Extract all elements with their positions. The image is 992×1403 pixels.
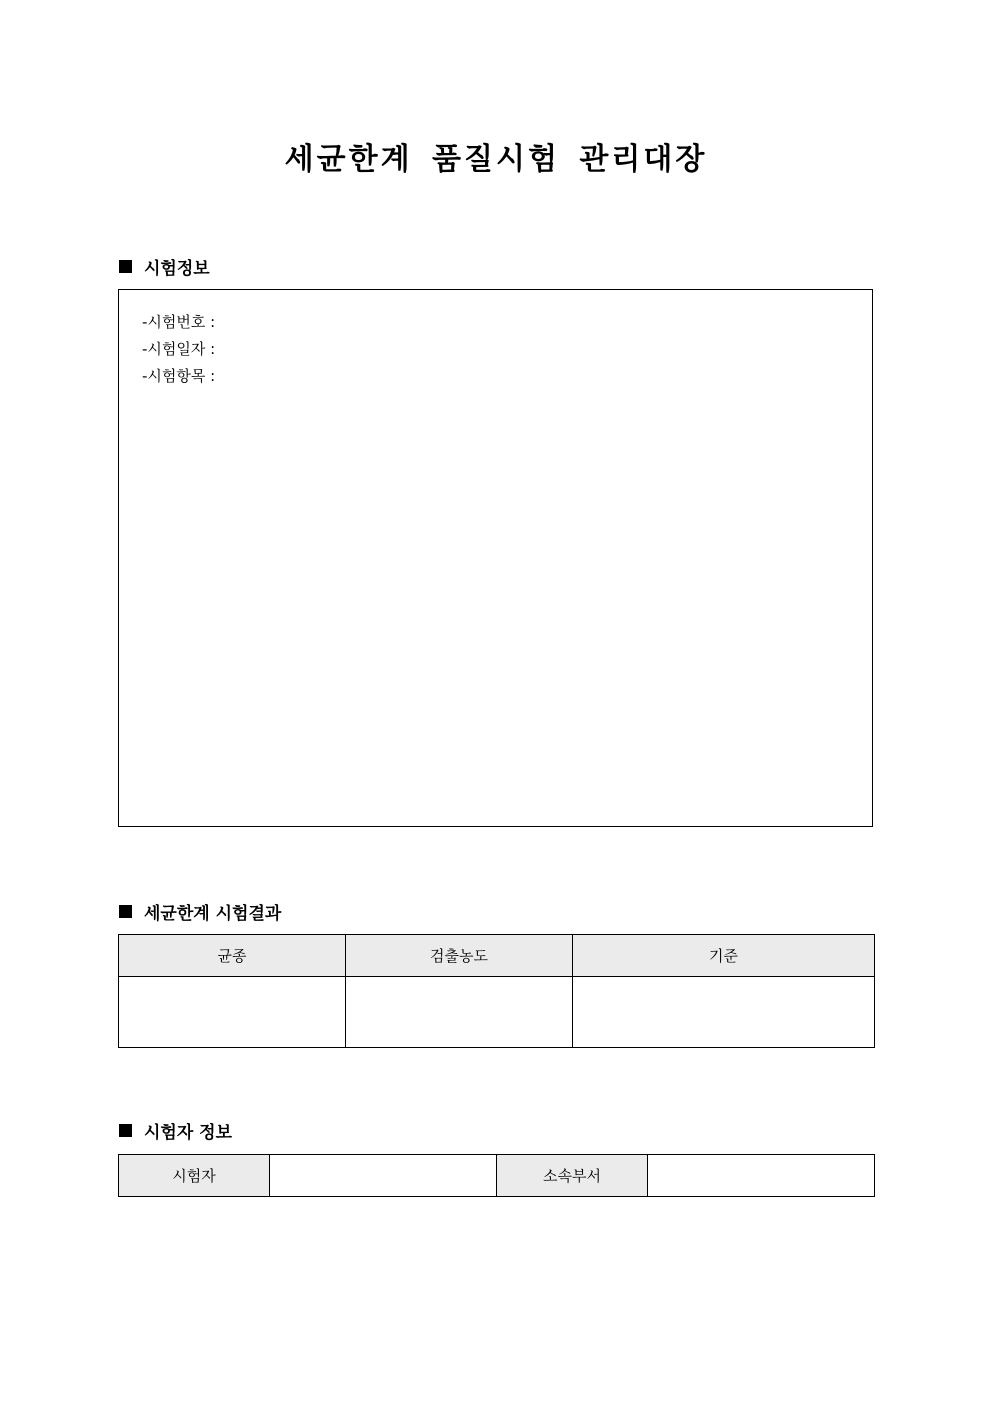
test-date-label: -시험일자 bbox=[142, 340, 206, 358]
cell-concentration[interactable] bbox=[346, 977, 573, 1048]
tester-table bbox=[118, 1154, 875, 1197]
test-date-line[interactable] bbox=[142, 336, 215, 363]
section-heading-test-info bbox=[119, 254, 210, 279]
square-bullet-icon bbox=[119, 260, 132, 273]
table-row bbox=[119, 977, 875, 1048]
test-info-box bbox=[118, 289, 873, 827]
table-header-row bbox=[119, 935, 875, 977]
test-number-label: -시험번호 bbox=[142, 313, 206, 331]
section-heading-tester bbox=[119, 1118, 232, 1143]
test-item-line[interactable] bbox=[142, 363, 215, 390]
section-heading-text: 시험정보 bbox=[144, 259, 210, 279]
cell-species[interactable] bbox=[119, 977, 346, 1048]
test-item-label: -시험항목 bbox=[142, 367, 206, 385]
column-header-concentration: 검출농도 bbox=[346, 935, 573, 977]
department-label: 소속부서 bbox=[497, 1155, 648, 1197]
column-header-species: 균종 bbox=[119, 935, 346, 977]
results-table bbox=[118, 934, 875, 1048]
separator: : bbox=[205, 340, 216, 358]
table-row bbox=[119, 1155, 875, 1197]
test-number-line[interactable] bbox=[142, 309, 215, 336]
section-heading-text: 세균한계 시험결과 bbox=[144, 904, 282, 924]
square-bullet-icon bbox=[119, 905, 132, 918]
square-bullet-icon bbox=[119, 1124, 132, 1137]
tester-value[interactable] bbox=[270, 1155, 497, 1197]
section-heading-text: 시험자 정보 bbox=[144, 1123, 233, 1143]
separator: : bbox=[205, 313, 216, 331]
section-heading-results bbox=[119, 899, 281, 924]
separator: : bbox=[205, 367, 216, 385]
tester-label: 시험자 bbox=[119, 1155, 270, 1197]
department-value[interactable] bbox=[648, 1155, 875, 1197]
cell-standard[interactable] bbox=[573, 977, 875, 1048]
column-header-standard: 기준 bbox=[573, 935, 875, 977]
document-title: 세균한계 품질시험 관리대장 bbox=[284, 142, 708, 177]
